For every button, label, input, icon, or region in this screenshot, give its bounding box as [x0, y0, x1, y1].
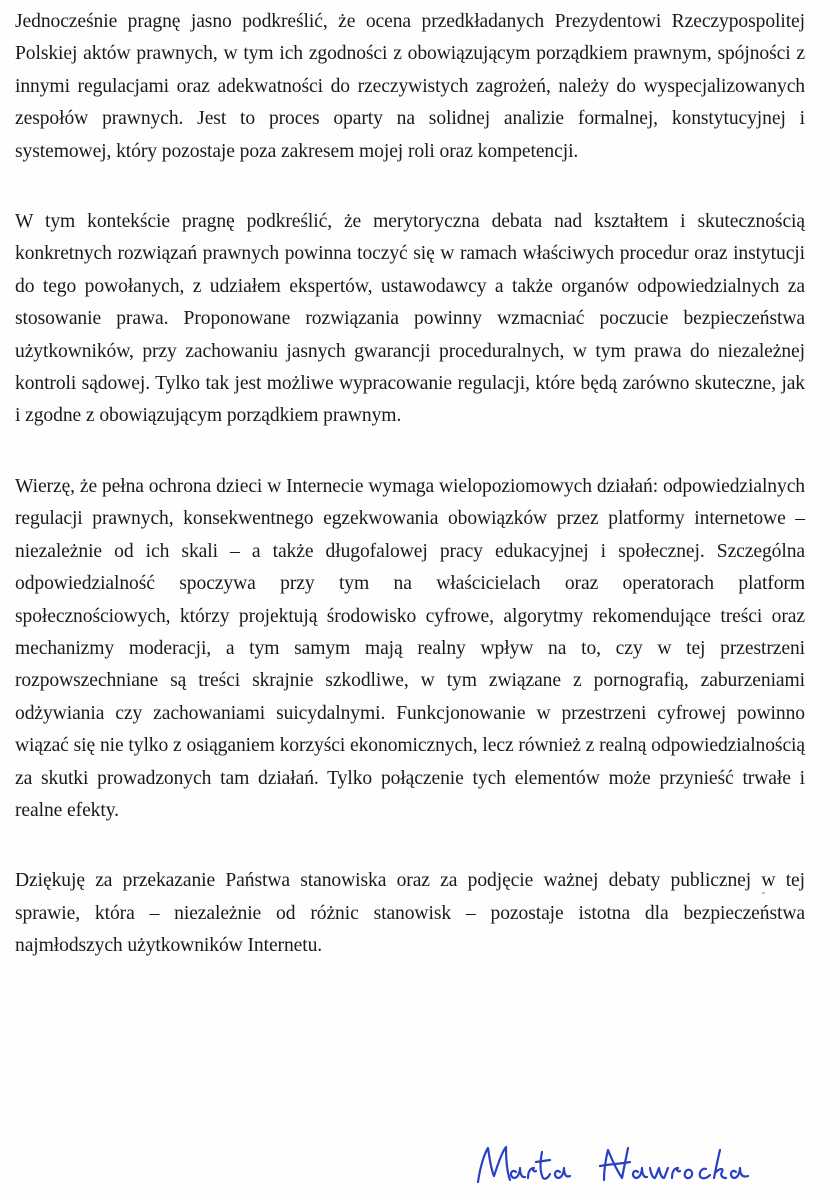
paragraph-debate-context: W tym kontekście pragnę podkreślić, że merytoryczna debata nad kształtem i skutecznością konkretnych rozwiązań prawnych powinna toczyć się w ramach właściwych procedur oraz instytucji do tego powołanych, z udziałem ekspertów, ustawodawcy a także organów odpowiedzialnych za stosowanie prawa. Proponowane rozwiązania powinny wzmacniać poczucie bezpieczeństwa użytkowników, przy zachowaniu jasnych gwarancji proceduralnych, w tym prawa do niezależnej kontroli sądowej. Tylko tak jest możliwe wypracowanie regulacji, które będą zarówno skuteczne, jak i zgodne z obowiązującym porządkiem prawnym.: [15, 211, 805, 427]
paragraph-thanks: Dziękuję za przekazanie Państwa stanowiska oraz za podjęcie ważnej debaty publicznej w tej sprawie, która – niezależnie od różnic stanowisk – pozostaje istotna dla bezpieczeństwa najmłodszych użytkowników Internetu.: [15, 870, 805, 957]
paragraph-child-protection: Wierzę, że pełna ochrona dzieci w Internecie wymaga wielopoziomowych działań: odpowiedzialnych regulacji prawnych, konsekwentnego egzekwowania obowiązków przez platformy internetowe – niezależnie od ich skali – a także długofalowej pracy edukacyjnej i społecznej. Szczególna odpowiedzialność spoczywa przy tym na właścicielach oraz operatorach platform społecznościowych, którzy projektują środowisko cyfrowe, algorytmy rekomendujące treści oraz mechanizmy moderacji, a tym samym mają realny wpływ na to, czy w tej przestrzeni rozpowszechniane są treści skrajnie szkodliwe, w tym związane z pornografią, zaburzeniami odżywiania czy zachowaniami suicydalnymi. Funkcjonowanie w przestrzeni cyfrowej powinno wiązać się nie tylko z osiąganiem korzyści ekonomicznych, lecz również z realną odpowiedzialnością za skutki prowadzonych tam działań. Tylko połączenie tych elementów może przynieść trwałe i realne efekty.: [15, 475, 805, 821]
letter-body: [15, 6, 805, 1001]
paragraph-legal-assessment: Jednocześnie pragnę jasno podkreślić, że ocena przedkładanych Prezydentowi Rzeczypospolitej Polskiej aktów prawnych, w tym ich zgodności z obowiązującym porządkiem prawnym, spójności z innymi regulacjami oraz adekwatności do rzeczywistych zagrożeń, należy do wyspecjalizowanych zespołów prawnych. Jest to proces oparty na solidnej analizie formalnej, konstytucyjnej i systemowej, który pozostaje poza zakresem mojej roli oraz kompetencji.: [15, 11, 805, 162]
handwritten-signature: [470, 1138, 770, 1200]
scan-speck: [762, 892, 765, 894]
